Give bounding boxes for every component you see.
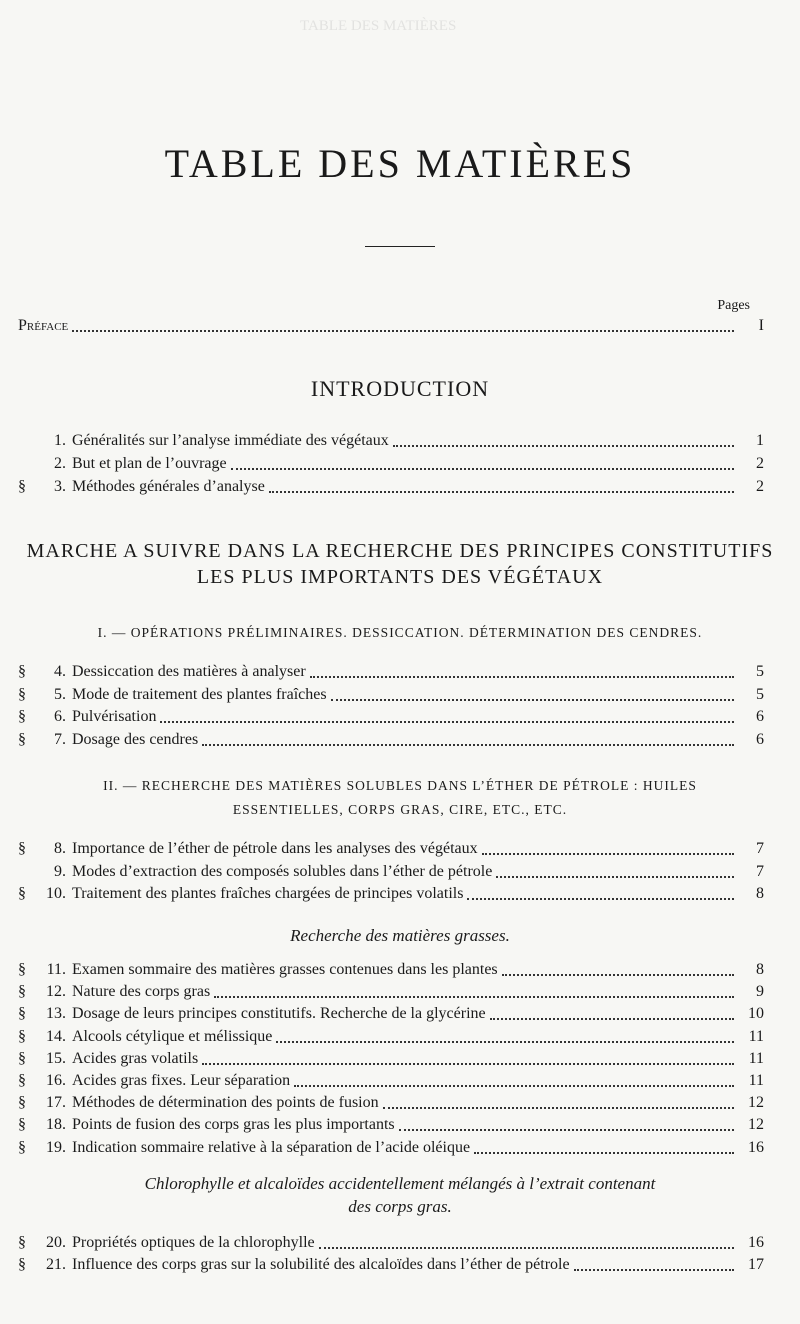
section-symbol: § — [18, 663, 26, 680]
page-number: 2 — [756, 455, 764, 472]
leader-dots — [310, 676, 734, 678]
entry-text: Importance de l’éther de pétrole dans les analyses des végétaux — [72, 840, 478, 857]
page-number: 17 — [748, 1256, 764, 1273]
toc-entry — [18, 1092, 764, 1114]
section-symbol: § — [18, 885, 26, 902]
entry-text: Alcools cétylique et mélissique — [72, 1027, 273, 1045]
leader-dots — [574, 1269, 734, 1271]
entry-number: 9. — [54, 862, 66, 880]
leader-dots — [383, 1107, 734, 1109]
page-number: 1 — [756, 432, 764, 449]
toc-entry — [18, 1048, 764, 1070]
grasses-title: Recherche des matières grasses. — [290, 926, 510, 945]
section-symbol: § — [18, 1005, 26, 1023]
section-symbol: § — [18, 983, 26, 1001]
toc-entry — [18, 861, 764, 883]
entry-number: 20. — [46, 1234, 66, 1251]
entry-number: 6. — [54, 708, 66, 725]
entry-number: 12. — [46, 983, 66, 1001]
toc-entry — [18, 729, 764, 751]
page-number: 7 — [756, 840, 764, 857]
toc-entry — [18, 1137, 764, 1159]
page-number: 6 — [756, 730, 764, 748]
entry-number: 1. — [54, 432, 66, 449]
entry-text: Modes d’extraction des composés solubles dans l’éther de pétrole — [72, 862, 493, 880]
section-symbol: § — [18, 840, 26, 857]
entry-text: Pulvérisation — [72, 708, 157, 725]
page-number: 9 — [756, 983, 764, 1001]
part2-title-line1: II. — RECHERCHE DES MATIÈRES SOLUBLES DANS L’ÉTHER DE PÉTROLE : HUILES — [103, 778, 697, 793]
entry-number: 4. — [54, 663, 66, 680]
entry-number: 18. — [46, 1116, 66, 1134]
section-symbol: § — [18, 1116, 26, 1134]
leader-dots — [474, 1152, 734, 1154]
entry-text: Généralités sur l’analyse immédiate des végétaux — [72, 432, 389, 449]
page-number: 12 — [748, 1094, 764, 1112]
title-rule — [365, 246, 435, 247]
section-symbol: § — [18, 685, 26, 703]
section-symbol: § — [18, 730, 26, 748]
entry-number: 3. — [54, 478, 66, 495]
pages-column-label: Pages — [717, 298, 750, 313]
entry-text: But et plan de l’ouvrage — [72, 455, 227, 472]
section-symbol: § — [18, 1049, 26, 1067]
toc-entry — [18, 1254, 764, 1276]
entry-text: Dessiccation des matières à analyser — [72, 663, 306, 680]
leader-dots — [496, 876, 734, 878]
entry-number: 17. — [46, 1094, 66, 1112]
marche-title-line1: MARCHE A SUIVRE DANS LA RECHERCHE DES PRINCIPES CONSTITUTIFS — [26, 540, 774, 562]
leader-dots — [269, 491, 734, 493]
page-number: 11 — [748, 1072, 764, 1089]
leader-dots — [72, 330, 734, 332]
entry-number: 8. — [54, 840, 66, 857]
leader-dots — [214, 996, 734, 998]
entry-number: 14. — [46, 1027, 66, 1045]
entry-number: 11. — [46, 961, 66, 978]
entry-text: Acides gras volatils — [72, 1049, 199, 1067]
section-symbol: § — [18, 708, 26, 725]
entry-text: Influence des corps gras sur la solubilité des alcaloïdes dans l’éther de pétrole — [72, 1256, 570, 1273]
leader-dots — [276, 1041, 734, 1043]
page-number: 6 — [756, 708, 764, 725]
header-bleedthrough: TABLE DES MATIÈRES — [300, 18, 457, 34]
page-number: 8 — [756, 961, 764, 978]
leader-dots — [482, 853, 734, 855]
part2-title-line2: ESSENTIELLES, CORPS GRAS, CIRE, ETC., ETC. — [232, 802, 568, 817]
page-number: 12 — [748, 1116, 764, 1134]
toc-entry — [18, 1003, 764, 1025]
page-number: 7 — [756, 862, 764, 880]
section-symbol: § — [18, 478, 26, 495]
toc-entry — [18, 959, 764, 981]
leader-dots — [231, 468, 734, 470]
toc-entry — [18, 1070, 764, 1092]
chloro-title-line2: des corps gras. — [348, 1197, 452, 1216]
leader-dots — [399, 1129, 734, 1131]
entry-text: Dosage de leurs principes constitutifs. Recherche de la glycérine — [72, 1005, 486, 1023]
entry-text: Dosage des cendres — [72, 730, 199, 748]
toc-entry — [18, 430, 764, 452]
toc-entry — [18, 883, 764, 905]
leader-dots — [294, 1085, 734, 1087]
marche-title-line2: LES PLUS IMPORTANTS DES VÉGÉTAUX — [196, 566, 604, 588]
section-symbol: § — [18, 1094, 26, 1112]
page-number: 2 — [756, 478, 764, 495]
page-number: 8 — [756, 885, 764, 902]
entry-number: 5. — [54, 685, 66, 703]
toc-entry — [18, 1026, 764, 1048]
entry-text: Examen sommaire des matières grasses contenues dans les plantes — [72, 961, 498, 978]
toc-entry — [18, 838, 764, 860]
toc-entry — [18, 1114, 764, 1136]
entry-number: 2. — [54, 455, 66, 472]
toc-entry — [18, 1232, 764, 1254]
entry-number: 10. — [46, 885, 66, 902]
toc-entry — [18, 661, 764, 683]
section-symbol: § — [18, 1256, 26, 1273]
leader-dots — [393, 445, 734, 447]
entry-number: 13. — [46, 1005, 66, 1023]
entry-text: Points de fusion des corps gras les plus importants — [72, 1116, 395, 1134]
introduction-title: INTRODUCTION — [310, 376, 490, 401]
leader-dots — [331, 699, 734, 701]
section-symbol: § — [18, 1234, 26, 1251]
page-number: 5 — [756, 685, 764, 703]
part1-title: I. — OPÉRATIONS PRÉLIMINAIRES. DESSICCATION. DÉTERMINATION DES CENDRES. — [97, 625, 703, 640]
leader-dots — [502, 974, 734, 976]
entry-text: Nature des corps gras — [72, 983, 211, 1001]
entry-text: Méthodes de détermination des points de fusion — [72, 1094, 379, 1112]
entry-number: 19. — [46, 1138, 66, 1156]
page-number: I — [758, 317, 764, 334]
chloro-title-line1: Chlorophylle et alcaloïdes accidentellement mélangés à l’extrait contenant — [144, 1174, 656, 1193]
entry-text: Traitement des plantes fraîches chargées de principes volatils — [72, 885, 464, 902]
section-symbol: § — [18, 1027, 26, 1045]
page-number: 10 — [748, 1005, 764, 1023]
leader-dots — [467, 898, 734, 900]
page-number: 11 — [748, 1049, 764, 1067]
leader-dots — [319, 1247, 734, 1249]
leader-dots — [202, 744, 734, 746]
section-symbol: § — [18, 1072, 26, 1089]
toc-entry — [18, 981, 764, 1003]
page-number: 5 — [756, 663, 764, 680]
page-number: 16 — [748, 1234, 764, 1251]
leader-dots — [160, 721, 734, 723]
entry-text: Mode de traitement des plantes fraîches — [72, 685, 327, 703]
toc-entry — [18, 706, 764, 728]
leader-dots — [490, 1018, 734, 1020]
page-number: 11 — [748, 1027, 764, 1045]
leader-dots — [202, 1063, 734, 1065]
entry-number: 21. — [46, 1256, 66, 1273]
entry-text: Acides gras fixes. Leur séparation — [72, 1072, 291, 1089]
entry-number: 15. — [46, 1049, 66, 1067]
entry-text: Indication sommaire relative à la séparation de l’acide oléique — [72, 1138, 471, 1156]
preface-label: Préface — [18, 317, 69, 334]
preface-entry — [18, 315, 764, 337]
toc-entry — [18, 453, 764, 475]
section-symbol: § — [18, 961, 26, 978]
entry-text: Propriétés optiques de la chlorophylle — [72, 1234, 315, 1251]
page-number: 16 — [748, 1138, 764, 1156]
entry-number: 16. — [46, 1072, 66, 1089]
toc-entry — [18, 476, 764, 498]
entry-text: Méthodes générales d’analyse — [72, 478, 265, 495]
entry-number: 7. — [54, 730, 66, 748]
toc-entry — [18, 684, 764, 706]
section-symbol: § — [18, 1138, 26, 1156]
page-title: TABLE DES MATIÈRES — [164, 141, 636, 186]
